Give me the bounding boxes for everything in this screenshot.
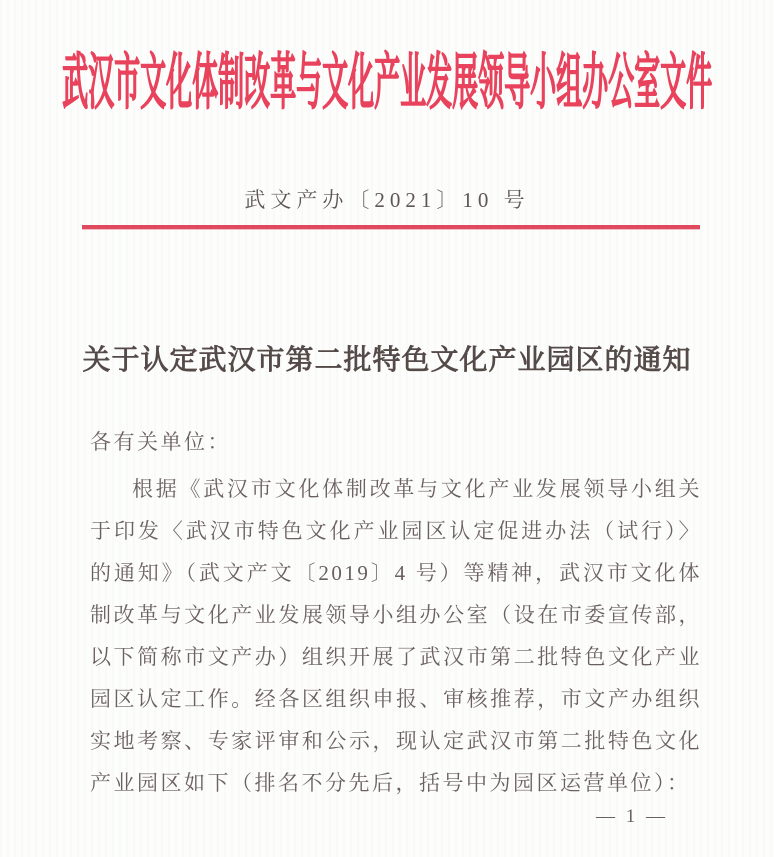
red-letterhead-banner [0, 30, 774, 126]
salutation-line: 各有关单位： [90, 430, 231, 454]
body-paragraph: 根据《武汉市文化体制改革与文化产业发展领导小组关于印发〈武汉市特色文化产业园区认定促进办法（试行）〉的通知》（武文产文〔2019〕4 号）等精神，武汉市文化体制改革与文化产业发展领导小组办公室（设在市委宣传部，以下简称市文产办）组织开展了武汉市第二批特色文化产业园区认定工作。经各区组织申报、审核推荐，市文产办组织实地考察、专家评审和公示，现认定武汉市第二批特色文化产业园区如下（排名不分先后，括号中为园区运营单位）： [90, 477, 702, 795]
issuing-office-banner-text: 武汉市文化体制改革与文化产业发展领导小组办公室文件 [61, 48, 712, 117]
document-body [90, 421, 702, 804]
document-reference-number: 武文产办〔2021〕10 号 [244, 188, 530, 212]
red-divider-line [82, 225, 700, 229]
page-number: — 1 — [596, 806, 668, 827]
document-title: 关于认定武汉市第二批特色文化产业园区的通知 [82, 345, 692, 376]
